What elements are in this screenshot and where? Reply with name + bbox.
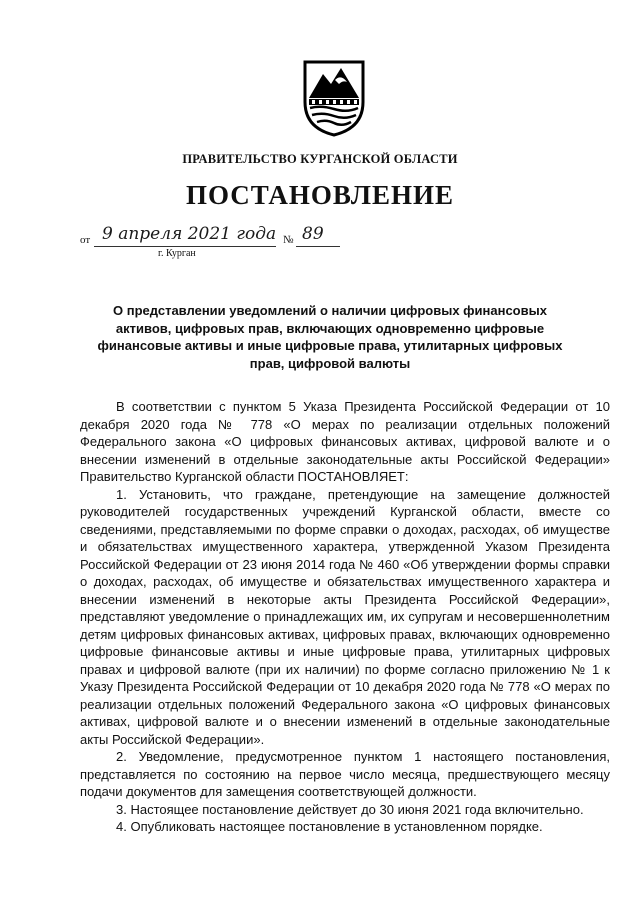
number-label: № [283,234,294,246]
city-label: г. Курган [158,248,196,259]
number-underline [296,246,340,247]
date-underline [94,246,276,247]
body-paragraph-preamble: В соответствии с пунктом 5 Указа Президента Российской Федерации от 10 декабря 2020 года № 778 «О мерах по реализации отдельных положений Федерального закона «О цифровых финансовых активах, цифровой валюте и о внесении изменений в отдельные законодательные акты Российской Федерации» Правительство Курганской области ПОСТАНОВЛЯЕТ: [80,399,610,484]
document-subject: О представлении уведомлений о наличии цифровых финансовых активов, цифровых прав, включающих одновременно цифровые финансовые активы и иные цифровые права, утилитарных цифровых прав, цифровой валюты [97,303,563,371]
document-meta [80,226,380,266]
government-title: ПРАВИТЕЛЬСТВО КУРГАНСКОЙ ОБЛАСТИ [182,152,458,166]
body-paragraph-1: 1. Установить, что граждане, претендующие на замещение должностей руководителей государственных учреждений Курганской области, вместе со сведениями, представляемыми по форме справки о доходах, расходах, об имуществе и обязательствах имущественного характера, утвержденной Указом Президента Российской Федерации от 23 июня 2014 года № 460 «Об утверждении формы справки о доходах, расходах, об имуществе и обязательствах имущественного характера и внесении изменений в некоторые акты Президента Российской Федерации», представляют уведомление о принадлежащих им, их супругам и несовершеннолетним детям цифровых финансовых активах, цифровых правах, включающих одновременно цифровые финансовые активы и иные цифровые права, утилитарных цифровых правах и цифровой валюте (при их наличии) по форме согласно приложению № 1 к Указу Президента Российской Федерации от 10 декабря 2020 года № 778 «О мерах по реализации отдельных положений Федерального закона «О цифровых финансовых активах, цифровой валюте и о внесении изменений в отдельные законодательные акты Российской Федерации». [80,486,610,747]
handwritten-date: 9 апреля 2021 года [102,224,277,244]
coat-of-arms-emblem [301,58,367,138]
document-type-title: ПОСТАНОВЛЕНИЕ [185,180,455,210]
date-prefix-label: от [80,234,91,246]
body-paragraph-2: 2. Уведомление, предусмотренное пунктом 1 настоящего постановления, представляется по состоянию на первое число месяца, предшествующего месяцу подачи документов для замещения соответствующей должности. [80,749,610,799]
body-paragraph-4: 4. Опубликовать настоящее постановление в установленном порядке. [116,819,543,834]
handwritten-number: 89 [302,224,324,244]
document-body [80,398,610,836]
body-paragraph-3: 3. Настоящее постановление действует до 30 июня 2021 года включительно. [116,801,584,817]
